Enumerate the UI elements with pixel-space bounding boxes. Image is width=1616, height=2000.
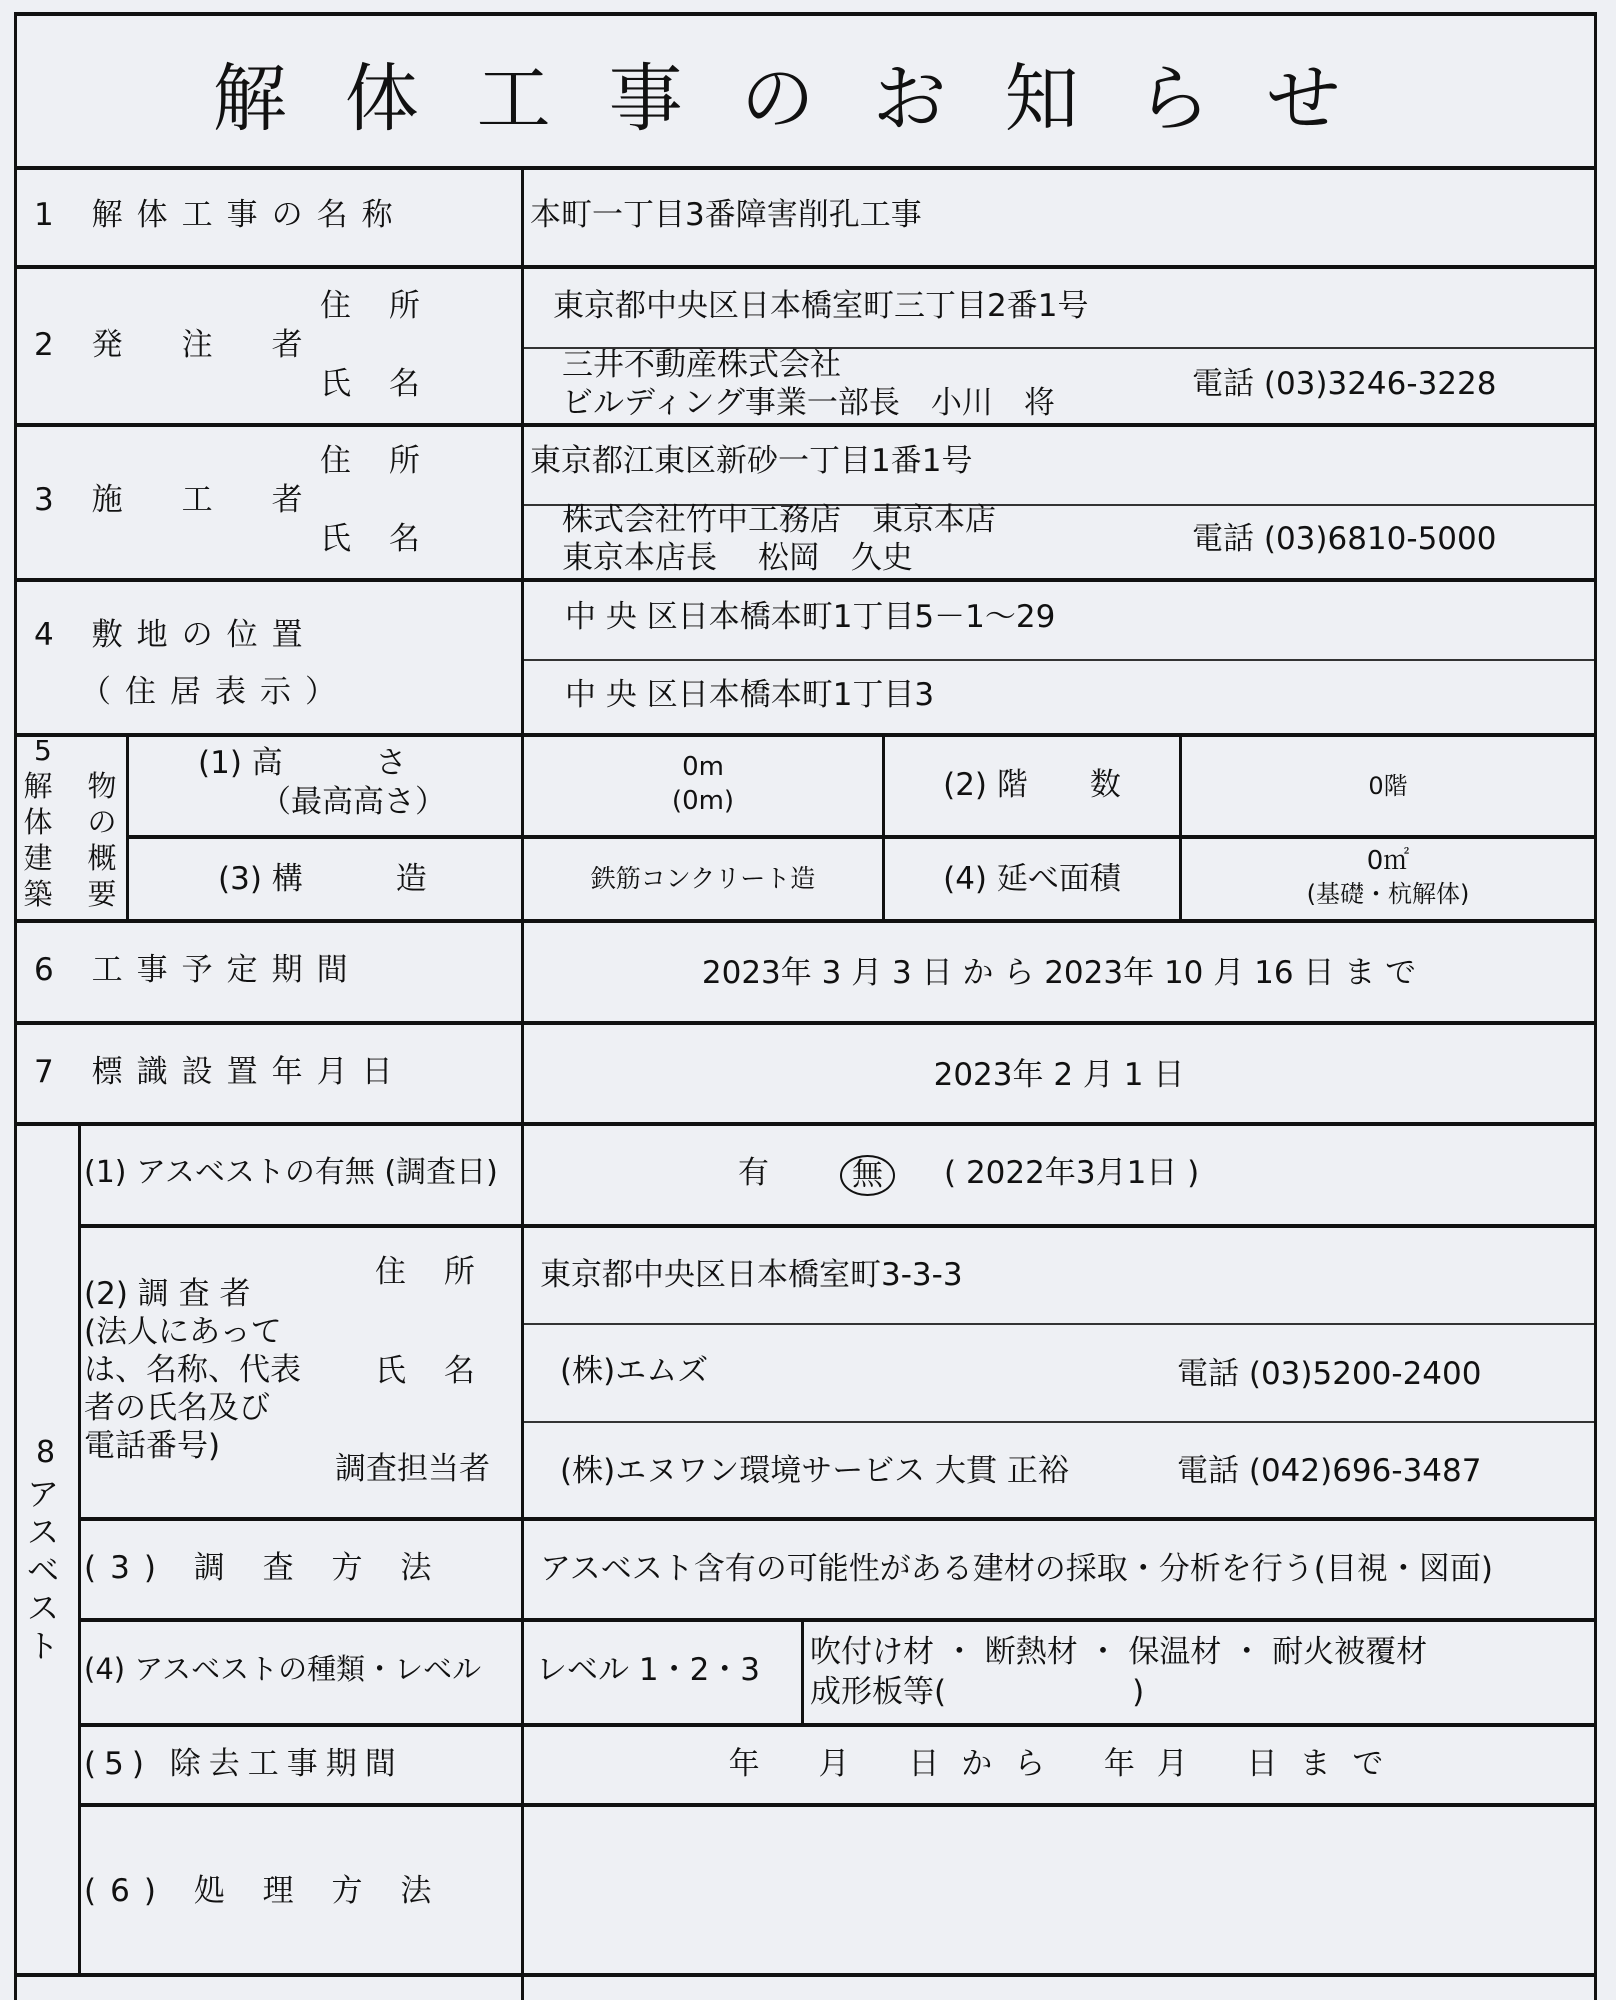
contractor-name-1: 株式会社竹中工務店 東京本店: [562, 502, 996, 538]
divider: [126, 733, 129, 921]
label-building-col1: 解体建築: [23, 769, 53, 911]
border: [14, 12, 1596, 16]
label-survey-staff: 調査担当者: [335, 1451, 490, 1487]
label-residence-display: （住居表示）: [80, 674, 350, 710]
section-number: 5: [34, 734, 52, 767]
label-sign-date: 7 標識設置年月日: [34, 1054, 407, 1090]
asbestos-types-2: 成形板等( ): [810, 1674, 1145, 1710]
structure-value: 鉄筋コンクリート造: [590, 864, 816, 893]
divider: [801, 1618, 804, 1724]
label-asbestos-presence: (1) アスベストの有無 (調査日): [84, 1155, 498, 1190]
client-name-2: ビルディング事業一部長 小川 将: [562, 385, 1055, 421]
label-name: 氏 名: [320, 521, 434, 557]
divider: [522, 659, 1594, 661]
divider: [522, 1323, 1594, 1325]
survey-method: アスベスト含有の可能性がある建材の採取・分析を行う(目視・図面): [540, 1551, 1493, 1587]
disposal-method-value: [526, 1808, 1592, 1972]
surveyor-phone: 電話 (03)5200-2400: [1177, 1356, 1482, 1392]
divider: [79, 1803, 1596, 1807]
divider: [79, 1723, 1596, 1727]
sign-date: 2023年 2 月 1 日: [933, 1057, 1185, 1093]
divider: [14, 733, 1596, 737]
surveyor-note: は、名称、代表: [84, 1352, 301, 1388]
label-client: 2 発 注 者: [34, 327, 317, 363]
label-height: (1) 高 さ: [198, 745, 407, 781]
contractor-phone: 電話 (03)6810-5000: [1192, 521, 1497, 557]
border: [1594, 12, 1597, 2000]
divider: [79, 1517, 1596, 1521]
option-yes[interactable]: 有: [738, 1155, 769, 1191]
divider: [79, 1224, 1596, 1228]
floor-area-value: 0㎡: [1366, 846, 1410, 876]
survey-staff: (株)エヌワン環境サービス 大貫 正裕: [560, 1453, 1069, 1489]
label-name: 氏 名: [375, 1353, 489, 1389]
surveyor-note: 者の氏名及び: [84, 1390, 270, 1426]
divider: [14, 265, 1596, 269]
divider: [79, 1618, 1596, 1622]
client-address: 東京都中央区日本橋室町三丁目2番1号: [553, 288, 1089, 324]
construction-period: 2023年 3 月 3 日 か ら 2023年 10 月 16 日 ま で: [701, 955, 1417, 991]
surveyor-note: 電話番号): [84, 1428, 221, 1464]
label-removal-period: (5) 除去工事期間: [84, 1746, 404, 1782]
survey-staff-phone: 電話 (042)696-3487: [1177, 1453, 1482, 1489]
divider: [14, 423, 1596, 427]
divider: [127, 835, 1596, 839]
label-contractor: 3 施 工 者: [34, 482, 317, 518]
divider: [14, 578, 1596, 582]
surveyor-address: 東京都中央区日本橋室町3-3-3: [540, 1257, 963, 1293]
divider: [14, 1021, 1596, 1025]
surveyor-name: (株)エムズ: [560, 1353, 709, 1389]
label-site-location: 4 敷地の位置: [34, 617, 317, 653]
height-value: 0m: [682, 752, 724, 782]
surveyor-note: (法人にあって: [84, 1314, 282, 1350]
selected-circle: 無: [840, 1155, 895, 1196]
label-address: 住 所: [320, 288, 434, 324]
site-location-1: 中 央 区日本橋本町1丁目5－1～29: [565, 599, 1056, 635]
label-building-col2: 物の概要: [87, 769, 117, 911]
page-title: 解体工事のお知らせ: [212, 56, 1399, 142]
contractor-address: 東京都江東区新砂一丁目1番1号: [530, 443, 973, 479]
divider: [14, 166, 1596, 170]
label-project-name: 1 解体工事の名称: [34, 197, 407, 233]
divider: [14, 1122, 1596, 1126]
survey-date: ( 2022年3月1日 ): [944, 1155, 1200, 1191]
label-name: 氏 名: [320, 366, 434, 402]
contractor-name-2: 東京本店長 松岡 久史: [562, 540, 913, 576]
divider: [78, 1122, 81, 1974]
label-surveyor: (2) 調 査 者: [84, 1276, 251, 1312]
label-address: 住 所: [320, 443, 434, 479]
option-no-circled[interactable]: [840, 1155, 895, 1196]
site-location-2: 中 央 区日本橋本町1丁目3: [565, 677, 935, 713]
label-floor-area: (4) 延べ面積: [943, 861, 1121, 897]
divider: [522, 1421, 1594, 1423]
section-number: 8: [36, 1435, 56, 1470]
removal-period: 年 月 日 か ら 年 月 日 ま で: [728, 1746, 1390, 1782]
divider: [14, 919, 1596, 923]
client-name-1: 三井不動産株式会社: [562, 347, 841, 383]
label-disposal-method: (6) 処 理 方 法: [84, 1873, 446, 1909]
project-name: 本町一丁目3番障害削孔工事: [530, 197, 922, 233]
border: [14, 12, 17, 2000]
label-floors: (2) 階 数: [943, 767, 1121, 803]
label-max-height: （最高高さ）: [260, 784, 446, 820]
label-construction-period: 6 工事予定期間: [34, 952, 362, 988]
max-height-value: (0m): [671, 786, 735, 816]
floor-area-note: (基礎・杭解体): [1306, 880, 1470, 908]
label-asbestos-type-level: (4) アスベストの種類・レベル: [84, 1652, 482, 1686]
asbestos-types-1: 吹付け材 ・ 断熱材 ・ 保温材 ・ 耐火被覆材: [810, 1634, 1428, 1670]
label-address: 住 所: [375, 1254, 489, 1290]
label-asbestos-vertical: アスベスト: [26, 1475, 59, 1665]
label-survey-method: (3) 調 査 方 法: [84, 1550, 446, 1586]
floors-value: 0階: [1368, 772, 1408, 800]
asbestos-level: レベル 1・2・3: [536, 1652, 761, 1688]
label-structure: (3) 構 造: [218, 861, 427, 897]
divider: [14, 1973, 1596, 1977]
client-phone: 電話 (03)3246-3228: [1192, 366, 1497, 402]
